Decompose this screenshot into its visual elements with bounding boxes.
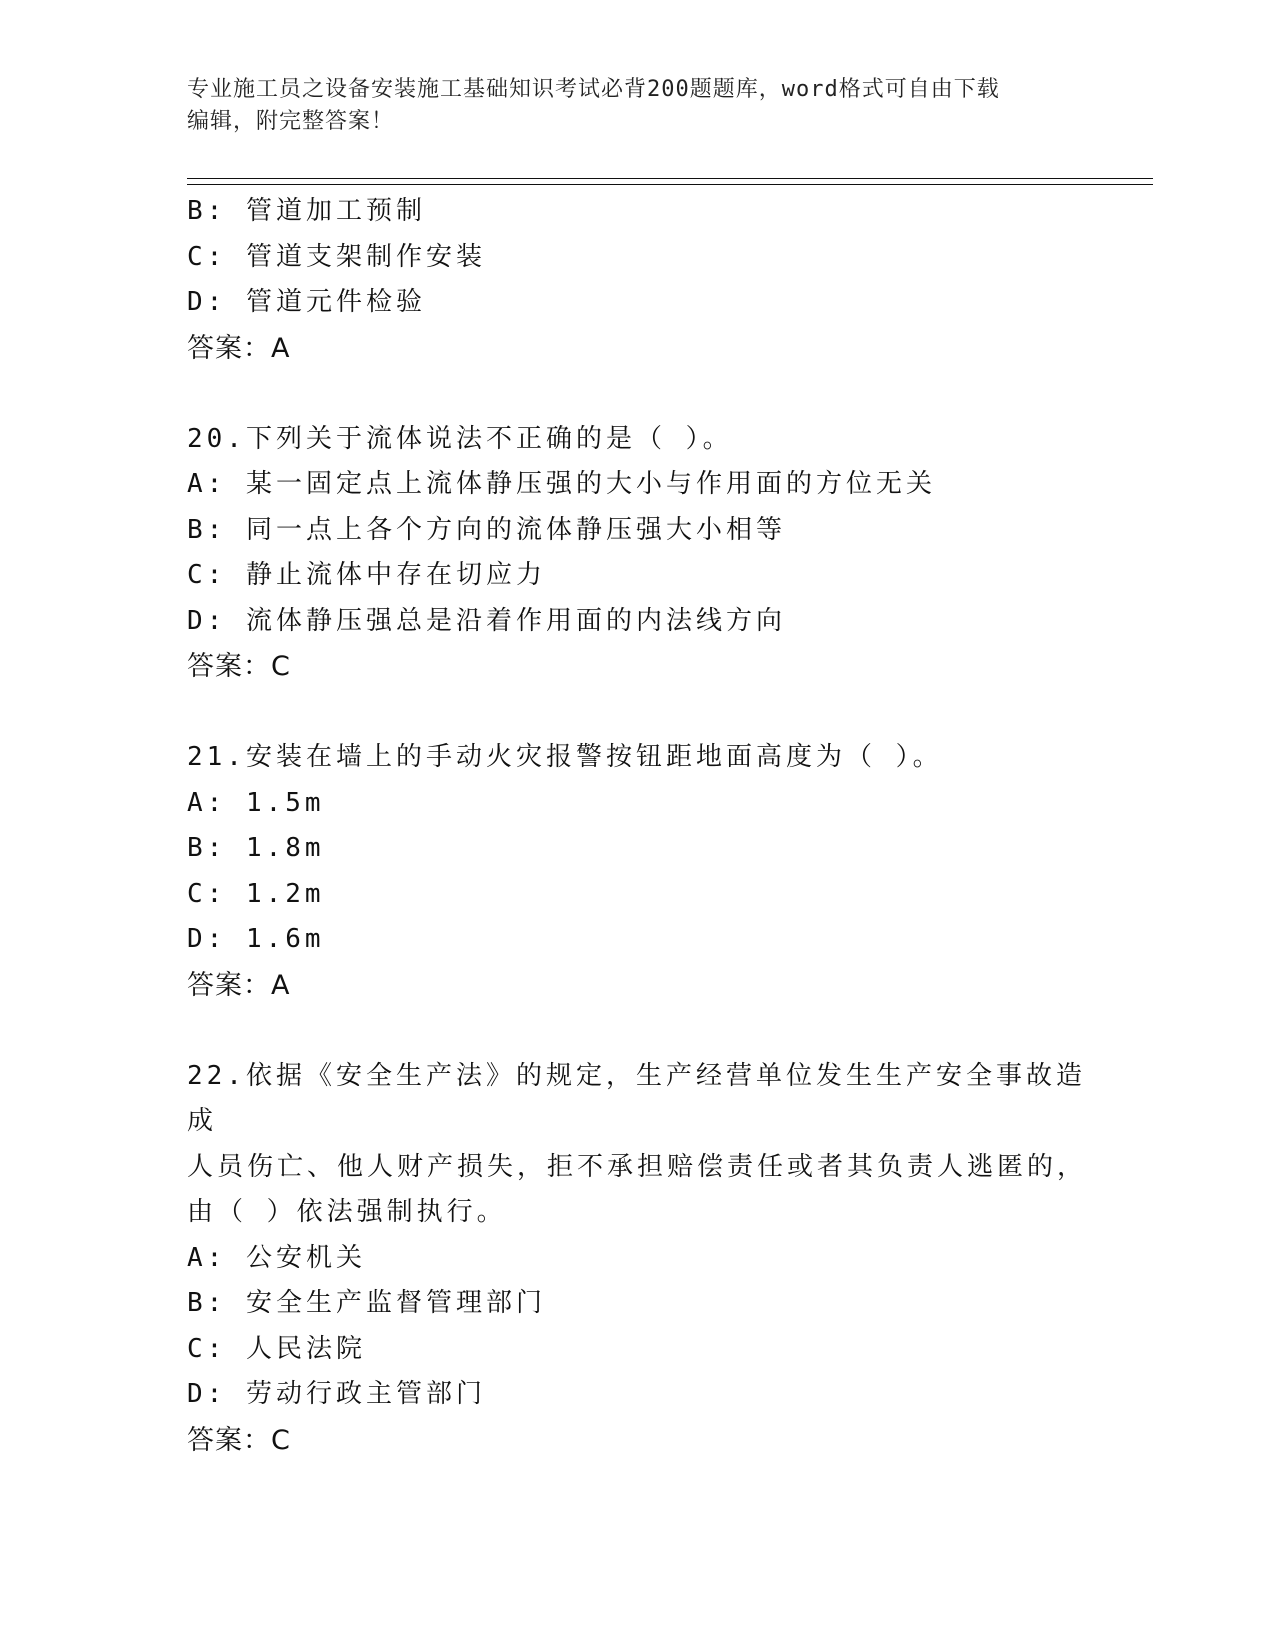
answer: 答案：A	[187, 332, 291, 364]
answer: 答案：C	[187, 1424, 291, 1456]
question-22	[187, 1054, 1087, 1464]
answer: 答案：C	[187, 651, 291, 682]
question-stem-line-1: 22.依据《安全生产法》的规定，生产经营单位发生生产安全事故造成	[187, 1060, 1086, 1136]
header-double-rule	[187, 178, 1153, 185]
option-b: B: 管道加工预制	[187, 196, 426, 226]
question-stem-line-2: 人员伤亡、他人财产损失，拒不承担赔偿责任或者其负责人逃匿的，	[187, 1151, 1088, 1182]
option-b: B: 同一点上各个方向的流体静压强大小相等	[187, 514, 786, 545]
question-spacer	[187, 690, 1087, 736]
question-stem-line-3: 由（ ）依法强制执行。	[187, 1197, 507, 1227]
header-title-line-2: 编辑，附完整答案！	[187, 109, 395, 134]
question-19-continued	[187, 189, 1087, 371]
option-c: C: 管道支架制作安装	[187, 241, 486, 272]
question-stem: 20.下列关于流体说法不正确的是（ ）。	[187, 423, 733, 454]
question-stem: 21.安装在墙上的手动火灾报警按钮距地面高度为（ ）。	[187, 742, 943, 772]
option-c: C: 静止流体中存在切应力	[187, 560, 546, 590]
question-20	[187, 417, 1087, 690]
question-spacer	[187, 371, 1087, 417]
option-a: A: 公安机关	[187, 1242, 366, 1273]
question-21	[187, 735, 1087, 1008]
option-b: B: 安全生产监督管理部门	[187, 1288, 546, 1318]
option-c: C: 人民法院	[187, 1333, 366, 1364]
option-d: D: 流体静压强总是沿着作用面的内法线方向	[187, 605, 786, 636]
question-spacer	[187, 1008, 1087, 1054]
option-c: C: 1.2m	[187, 878, 325, 909]
option-d: D: 管道元件检验	[187, 287, 426, 317]
header-title-line-1: 专业施工员之设备安装施工基础知识考试必背200题题库，word格式可自由下载	[187, 77, 1000, 102]
option-a: A: 1.5m	[187, 787, 325, 818]
option-b: B: 1.8m	[187, 833, 325, 863]
document-body	[187, 189, 1087, 1463]
answer: 答案：A	[187, 969, 291, 1001]
option-d: D: 1.6m	[187, 924, 325, 954]
document-header	[187, 74, 1087, 138]
option-d: D: 劳动行政主管部门	[187, 1379, 486, 1409]
option-a: A: 某一固定点上流体静压强的大小与作用面的方位无关	[187, 469, 936, 499]
